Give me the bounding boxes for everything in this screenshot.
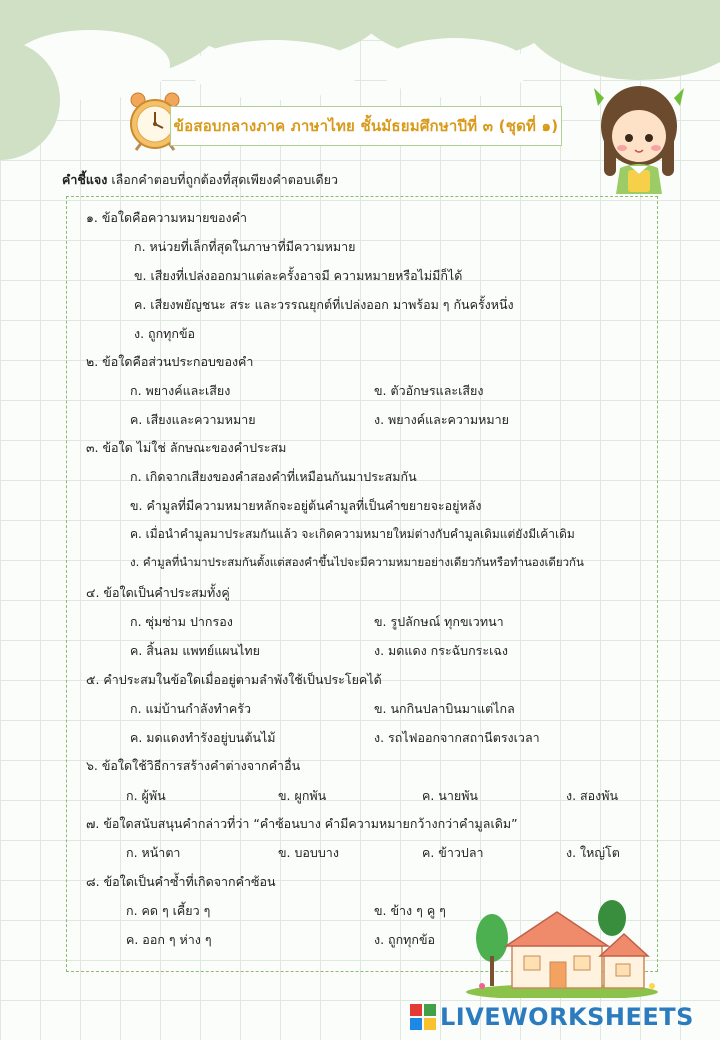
- q5-choice-c[interactable]: ค. มดแดงทำรังอยู่บนต้นไม้: [130, 730, 276, 745]
- question-3: ๓. ข้อใด ไม่ใช่ ลักษณะของคำประสม: [86, 440, 287, 455]
- house-illustration-icon: [462, 898, 662, 998]
- q1-choice-d[interactable]: ง. ถูกทุกข้อ: [134, 326, 196, 341]
- q2-choice-b[interactable]: ข. ตัวอักษรและเสียง: [374, 383, 484, 398]
- q7-choice-b[interactable]: ข. บอบบาง: [278, 845, 339, 860]
- q7-choice-d[interactable]: ง. ใหญ่โต: [566, 845, 620, 860]
- q1-choice-b[interactable]: ข. เสียงที่เปล่งออกมาแต่ละครั้งอาจมี ความหมายหรือไม่มีก็ได้: [134, 268, 463, 283]
- q2-choice-d[interactable]: ง. พยางค์และความหมาย: [374, 412, 509, 427]
- q3-choice-c[interactable]: ค. เมื่อนำคำมูลมาประสมกันแล้ว จะเกิดความหมายใหม่ต่างกับคำมูลเดิมแต่ยังมีเค้าเดิม: [130, 527, 575, 541]
- q8-choice-b[interactable]: ข. ข้าง ๆ คู ๆ: [374, 903, 446, 918]
- q4-choice-b[interactable]: ข. รูปลักษณ์ ทุกขเวทนา: [374, 614, 504, 629]
- girl-illustration-icon: [586, 78, 692, 194]
- q5-choice-d[interactable]: ง. รถไฟออกจากสถานีตรงเวลา: [374, 730, 540, 745]
- question-6: ๖. ข้อใดใช้วิธีการสร้างคำต่างจากคำอื่น: [86, 758, 301, 773]
- question-2: ๒. ข้อใดคือส่วนประกอบของคำ: [86, 354, 254, 369]
- q4-choice-a[interactable]: ก. ซุ่มซ่าม ปากรอง: [130, 614, 233, 629]
- liveworksheets-logo-icon: [410, 1004, 436, 1030]
- q4-choice-d[interactable]: ง. มดแดง กระฉับกระเฉง: [374, 643, 508, 658]
- q1-choice-c[interactable]: ค. เสียงพยัญชนะ สระ และวรรณยุกต์ที่เปล่งออก มาพร้อม ๆ กันครั้งหนึ่ง: [134, 297, 514, 312]
- instructions-label: คำชี้แจง: [62, 172, 108, 187]
- q3-choice-b[interactable]: ข. คำมูลที่มีความหมายหลักจะอยู่ต้นคำมูลที่เป็นคำขยายจะอยู่หลัง: [130, 498, 482, 513]
- q8-choice-a[interactable]: ก. คด ๆ เคี้ยว ๆ: [126, 903, 211, 918]
- title-frame: [170, 106, 562, 146]
- q6-choice-a[interactable]: ก. ผู้พัน: [126, 788, 166, 803]
- page-title: ข้อสอบกลางภาค ภาษาไทย ชั้นมัธยมศึกษาปีที่ ๓ (ชุดที่ ๑): [173, 117, 559, 135]
- q5-choice-a[interactable]: ก. แม่บ้านกำลังทำครัว: [130, 701, 252, 716]
- liveworksheets-footer: [410, 1000, 694, 1034]
- q6-choice-c[interactable]: ค. นายพัน: [422, 788, 478, 803]
- question-5: ๕. คำประสมในข้อใดเมื่ออยู่ตามลำพังใช้เป็นประโยคได้: [86, 672, 382, 687]
- q2-choice-c[interactable]: ค. เสียงและความหมาย: [130, 412, 256, 427]
- q3-choice-a[interactable]: ก. เกิดจากเสียงของคำสองคำที่เหมือนกันมาประสมกัน: [130, 469, 417, 484]
- brand-name: LIVEWORKSHEETS: [440, 1003, 694, 1031]
- q6-choice-d[interactable]: ง. สองพัน: [566, 788, 619, 803]
- q5-choice-b[interactable]: ข. นกกินปลาบินมาแต่ไกล: [374, 701, 515, 716]
- q7-choice-c[interactable]: ค. ข้าวปลา: [422, 845, 484, 860]
- q2-choice-a[interactable]: ก. พยางค์และเสียง: [130, 383, 231, 398]
- question-8: ๘. ข้อใดเป็นคำซ้ำที่เกิดจากคำซ้อน: [86, 874, 276, 889]
- question-1: ๑. ข้อใดคือความหมายของคำ: [86, 210, 248, 225]
- q8-choice-c[interactable]: ค. ออก ๆ ห่าง ๆ: [126, 932, 212, 947]
- question-4: ๔. ข้อใดเป็นคำประสมทั้งคู่: [86, 585, 230, 600]
- q8-choice-d[interactable]: ง. ถูกทุกข้อ: [374, 932, 436, 947]
- q6-choice-b[interactable]: ข. ผูกพัน: [278, 788, 327, 803]
- q7-choice-a[interactable]: ก. หน้าตา: [126, 845, 181, 860]
- q4-choice-c[interactable]: ค. สิ้นลม แพทย์แผนไทย: [130, 643, 260, 658]
- question-7: ๗. ข้อใดสนับสนุนคำกล่าวที่ว่า “คำซ้อนบาง คำมีความหมายกว้างกว่าคำมูลเดิม”: [86, 816, 518, 831]
- q1-choice-a[interactable]: ก. หน่วยที่เล็กที่สุดในภาษาที่มีความหมาย: [134, 239, 356, 254]
- instructions: [62, 170, 338, 190]
- q3-choice-d[interactable]: ง. คำมูลที่นำมาประสมกันตั้งแต่สองคำขึ้นไปจะมีความหมายอย่างเดียวกันหรือทำนองเดียวกัน: [130, 555, 584, 569]
- instructions-text: เลือกคำตอบที่ถูกต้องที่สุดเพียงคำตอบเดียว: [107, 172, 338, 187]
